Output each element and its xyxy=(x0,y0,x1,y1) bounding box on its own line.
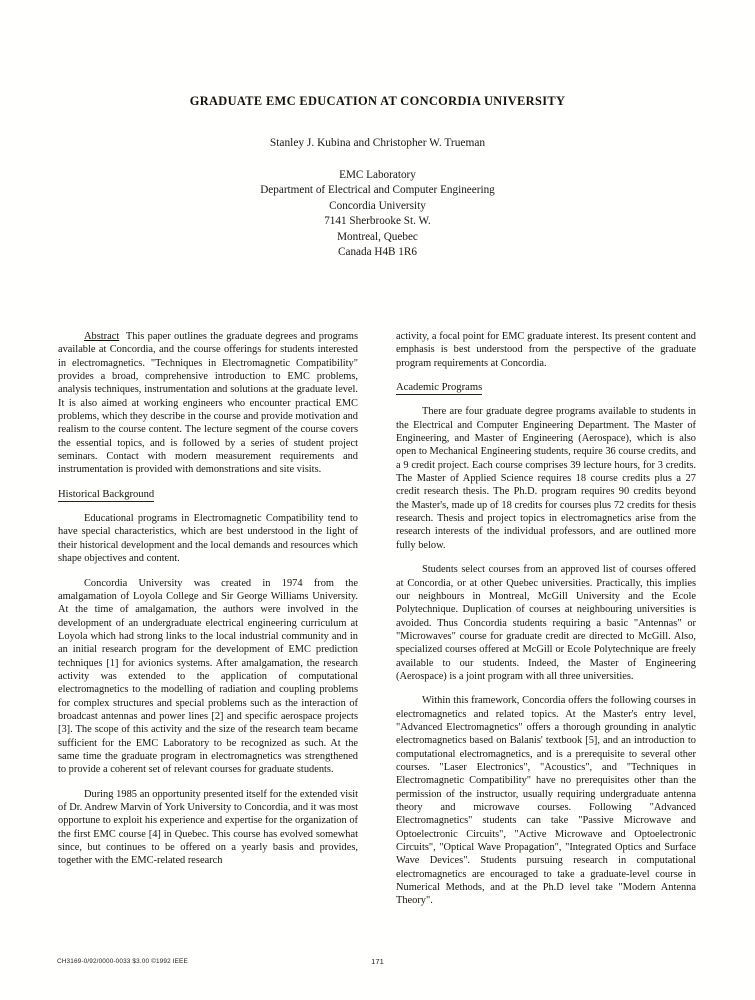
academic-programs-paragraph-2: Students select courses from an approved list of courses offered at Concordia, or at other Quebec universities. Practically, this implies our neighbours in Montreal, McGill University and the Ecole Polytechnique. Duplication of courses at neighbouring universities is avoided. Thus Concordia students requiring a basic "Antennas" or "Microwaves" course for graduate credit are directed to McGill. Also, specialized courses offered at McGill or Ecole Polytechnique are freely available to our students. Indeed, the Master of Engineering (Aerospace) is a joint program with all three universities. xyxy=(396,564,696,682)
section-heading-historical-background xyxy=(58,488,358,501)
page-number: 171 xyxy=(371,957,384,966)
section-heading-historical-background-label: Historical Background xyxy=(58,488,155,500)
historical-background-paragraph-1: Educational programs in Electromagnetic Compatibility tend to have special characteristics, which are best understood in the light of their historical development and the local demands and resources which shape objectives and content. xyxy=(58,513,358,565)
affiliation-line-6: Canada H4B 1R6 xyxy=(338,246,417,259)
academic-programs-paragraph-3: Within this framework, Concordia offers the following courses in electromagnetics and related topics. At the Master's entry level, "Advanced Electromagnetics" offers a thorough grounding in analytic electromagnetics based on Balanis' textbook [5], and an introduction to computational electromagnetics, and is a prerequisite to several other courses. "Laser Electronics", "Acoustics", and "Techniques in Electromagnetic Compatibility" have no prerequisites other than the permission of the instructor, usually requiring undergraduate antenna theory and microwave courses. Following "Advanced Electromagnetics" students can take "Passive Microwave and Optoelectronic Circuits", "Active Microwave and Optoelectronic Circuits", "Optical Wave Propagation", "Integrated Optics and Surface Wave Devices". Students pursuing research in computational electromagnetics are encouraged to take a graduate-level course in Numerical Methods, and at the Ph.D level take "Modern Antenna Theory". xyxy=(396,695,696,907)
affiliation-line-4: 7141 Sherbrooke St. W. xyxy=(324,215,431,228)
affiliation-line-1: EMC Laboratory xyxy=(339,169,416,181)
column-right xyxy=(396,330,696,919)
affiliation-line-2: Department of Electrical and Computer Engineering xyxy=(260,184,495,197)
historical-background-paragraph-2: Concordia University was created in 1974 from the amalgamation of Loyola College and Sir George Williams University. At the time of amalgamation, the authors were involved in the development of an undergraduate electrical engineering curriculum at Loyola which had strong links to the local industrial community and in an initial research program for the development of EMC prediction techniques [1] for avionics systems. After amalgamation, the research activity was extended to the application of computational electromagnetics to the modelling of radiation and coupling problems for complex structures and special problems such as the interaction of broadcast antennas and power lines [2] and specific aerospace projects [3]. The scope of this activity and the size of the research team became sufficient for the EMC Laboratory to be recognized as such. At the same time the graduate program in electromagnetics was strengthened to provide a coherent set of relevant courses for graduate students. xyxy=(58,577,358,776)
column-left xyxy=(58,330,358,879)
affiliation-line-3: Concordia University xyxy=(329,199,426,212)
academic-programs-paragraph-1: There are four graduate degree programs available to students in the Electrical and Computer Engineering Department. The Master of Engineering, and Master of Engineering (Aerospace), which is also open to Mechanical Engineering students, require 36 course credits, and a 9 credit project. Each course comprises 39 lecture hours, for 3 credits. The Master of Applied Science requires 18 course credits plus a 27 credit research thesis. The Ph.D. program requires 90 credits beyond the Master's, made up of 18 credits for courses plus 72 credits for thesis research. Thesis and project topics in electromagnetics arise from the research interests of the individual professors, and are outlined more fully below. xyxy=(396,406,696,551)
author-line: Stanley J. Kubina and Christopher W. Trueman xyxy=(269,137,486,149)
continuation-paragraph: activity, a focal point for EMC graduate interest. Its present content and emphasis is best understood from the perspective of the graduate program requirements at Concordia. xyxy=(396,331,696,369)
affiliation-block xyxy=(57,168,698,260)
section-heading-academic-programs-label: Academic Programs xyxy=(396,382,483,394)
affiliation-line-5: Montreal, Quebec xyxy=(337,230,418,243)
title-block xyxy=(57,94,698,109)
abstract-paragraph xyxy=(58,330,358,477)
page-title: GRADUATE EMC EDUCATION AT CONCORDIA UNIVERSITY xyxy=(189,94,566,108)
section-heading-academic-programs xyxy=(396,381,696,394)
abstract-label: Abstract xyxy=(84,331,120,342)
historical-background-paragraph-3: During 1985 an opportunity presented itself for the extended visit of Dr. Andrew Marvin of York University to Concordia, and it was most opportune to exploit his experience and expertise for the organization of the first EMC course [4] in Quebec. This course has evolved somewhat since, but continues to be offered on a yearly basis and provides, together with the EMC-related research xyxy=(58,788,358,867)
copyright-code: CH3169-0/92/0000-0033 $3.00 ©1992 IEEE xyxy=(57,958,188,965)
abstract-body: This paper outlines the graduate degrees and programs available at Concordia, and the course offerings for students interested in electromagnetics. "Techniques in Electromagnetic Compatibility" provides a broad, comprehensive introduction to EMC problems, analysis techniques, instrumentation and solutions at the graduate level. It is also aimed at working engineers who encounter practical EMC problems, which they describe in the course and provide motivation and realism to the course content. The lecture segment of the course covers the essential topics, and is followed by a series of student project seminars. Contact with modern measurement requirements and instrumentation is provided with demonstrations and site visits. xyxy=(58,331,358,476)
